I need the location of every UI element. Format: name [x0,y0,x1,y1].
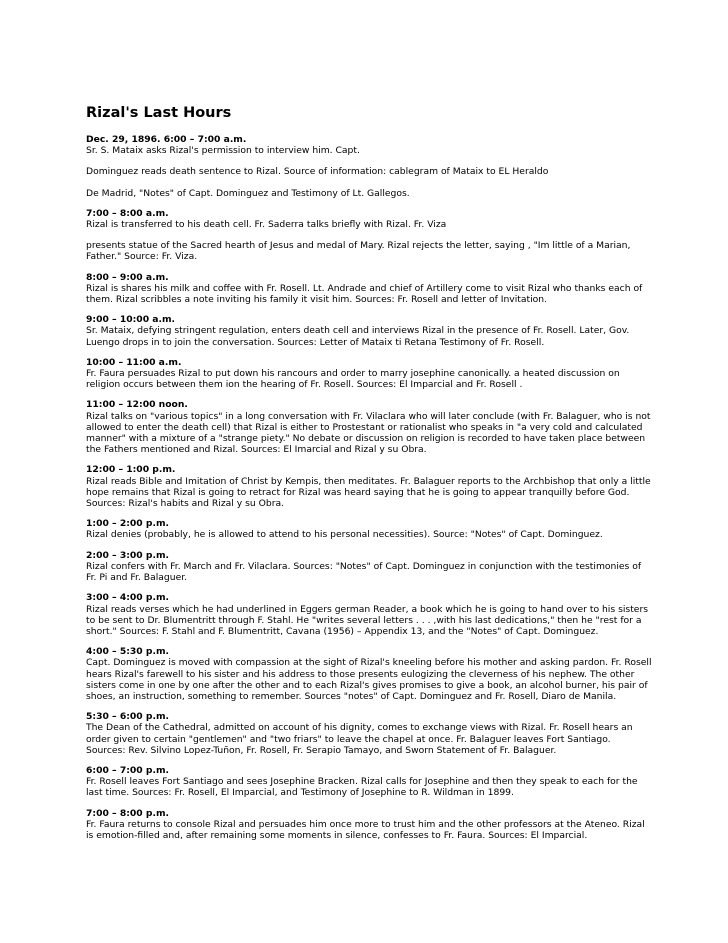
entry-text-line: Rizal confers with Fr. March and Fr. Vilaclara. Sources: "Notes" of Capt. Dominguez in conjunction with the testimonies of [86,560,642,572]
entry-text-line: presents statue of the Sacred hearth of Jesus and medal of Mary. Rizal rejects the letter, saying , "Im little of a Marian, [86,240,631,252]
entry-text-line: short." Sources: F. Stahl and F. Blumentritt, Cavana (1956) – Appendix 13, and the "Notes" of Capt. Dominguez. [86,625,599,637]
entry-text-line: Luengo drops in to join the conversation. Sources: Letter of Mataix ti Retana Testimony of Fr. Rosell. [86,336,545,348]
entry-time-heading: 2:00 – 3:00 p.m. [86,549,170,561]
entry-time-heading: 7:00 – 8:00 a.m. [86,207,169,219]
time-entry [86,550,646,584]
entry-text-line: Sources: Rev. Silvino Lopez-Tuñon, Fr. Rosell, Fr. Serapio Tamayo, and Sworn Statement of Fr. Balaguer. [86,744,557,756]
time-entry [86,134,646,199]
time-entry [86,357,646,391]
entry-text-line: Fr. Pi and Fr. Balaguer. [86,572,188,584]
entry-text-line: shoes, an instruction, something to remember. Sources "notes" of Capt. Dominguez and Fr. Rosell, Diaro de Manila. [86,690,617,702]
entry-text-line: Rizal is shares his milk and coffee with Fr. Rosell. Lt. Andrade and chief of Artillery come to visit Rizal who thanks each of [86,282,643,294]
time-entry [86,765,646,799]
entry-text-line: sisters come in one by one after the other and to each Rizal's gives promises to give a book, an alcohol burner, his pair of [86,679,648,691]
time-entry [86,518,646,540]
entry-time-heading: 7:00 – 8:00 p.m. [86,807,170,819]
entry-time-heading: 10:00 – 11:00 a.m. [86,356,182,368]
entry-text-line: allowed to enter the death cell) that Rizal is either to Prostestant or rationalist who speaks in "a very cold and calculated [86,421,643,433]
paragraph-gap [86,230,646,240]
entry-text-line: Father." Source: Fr. Viza. [86,251,198,263]
entry-text-line: Rizal reads verses which he had underlined in Eggers german Reader, a book which he is going to hand over to his sisters [86,603,649,615]
entry-text-line: religion occurs between them ion the hearing of Fr. Rosell. Sources: El Imparcial and Fr. Rosell . [86,379,523,391]
entry-text-line: is emotion-filled and, after remaining some moments in silence, confesses to Fr. Faura. Sources: El Imparcial. [86,829,588,841]
entry-time-heading: 9:00 – 10:00 a.m. [86,314,176,326]
entry-time-heading: 5:30 – 6:00 p.m. [86,711,170,723]
time-entry [86,808,646,842]
time-entry [86,464,651,510]
entry-time-heading: 3:00 – 4:00 p.m. [86,592,170,604]
entry-time-heading: 8:00 – 9:00 a.m. [86,271,169,283]
time-entry [86,711,646,756]
entry-time-heading: 1:00 – 2:00 p.m. [86,518,170,530]
entry-text-line: Fr. Faura persuades Rizal to put down his rancours and order to marry josephine canonically. a heated discussion on [86,368,620,380]
entry-text-line: them. Rizal scribbles a note inviting his family it visit him. Sources: Fr. Rosell and letter of Invitation. [86,294,548,306]
time-entry [86,399,651,456]
entry-time-heading: 6:00 – 7:00 p.m. [86,764,170,776]
paragraph-gap [86,178,646,188]
time-entry [86,272,646,306]
entry-text-line: Sr. Mataix, defying stringent regulation, enters death cell and interviews Rizal in the presence of Fr. Rosell. Later, Gov. [86,325,630,337]
paragraph-gap [86,156,646,166]
entry-text-line: Rizal is transferred to his death cell. Fr. Saderra talks briefly with Rizal. Fr. Viza [86,219,447,231]
entry-time-heading: 12:00 – 1:00 p.m. [86,464,176,476]
entry-text-line: to be sent to Dr. Blumentritt through F. Stahl. He "writes several letters . . . ,with his last dedications," then he "rest for a [86,614,642,626]
entry-text-line: the Fathers mentioned and Rizal. Sources: El Imarcial and Rizal y su Obra. [86,444,427,456]
entry-text-line: Fr. Rosell leaves Fort Santiago and sees Josephine Bracken. Rizal calls for Josephine and then they speak to each for the [86,776,638,788]
entry-text-line: last time. Sources: Fr. Rosell, El Imparcial, and Testimony of Josephine to R. Wildman in 1899. [86,787,514,799]
entry-text-line: manner" with a mixture of a "strange piety." No debate or discussion on religion is recorded to have taken place between [86,433,646,445]
document-page [86,104,652,850]
time-entry [86,314,646,348]
entry-text-line: Fr. Faura returns to console Rizal and persuades him once more to trust him and the other professors at the Ateneo. Rizal [86,818,645,830]
entry-text-line: hope remains that Rizal is going to retract for Rizal was heard saying that he is going to appear tranquilly before God. [86,486,630,498]
time-entry [86,646,652,702]
entry-text-line: Rizal denies (probably, he is allowed to attend to his personal necessities). Source: "Notes" of Capt. Dominguez. [86,529,603,541]
entry-text-line: Rizal talks on "various topics" in a long conversation with Fr. Vilaclara who will later conclude (with Fr. Balaguer, who is not [86,410,651,422]
entry-text-line: hears Rizal's farewell to his sister and his address to those presents eulogizing the cleverness of his nephew. The other [86,668,635,680]
entry-text-line: order given to certain "gentlemen" and "two friars" to leave the chapel at once. Fr. Balaguer leaves Fort Santiago. [86,733,611,745]
entry-time-heading: 11:00 – 12:00 noon. [86,399,188,411]
time-entry [86,592,649,637]
entries-list [86,134,652,841]
entry-time-heading: 4:00 – 5:30 p.m. [86,646,170,658]
entry-text-line: Sources: Rizal's habits and Rizal y su Obra. [86,498,285,510]
time-entry [86,208,646,263]
entry-text-line: De Madrid, "Notes" of Capt. Dominguez and Testimony of Lt. Gallegos. [86,187,410,199]
entry-text-line: Dominguez reads death sentence to Rizal. Source of information: cablegram of Mataix to EL Heraldo [86,166,549,178]
entry-text-line: Capt. Dominguez is moved with compassion at the sight of Rizal's kneeling before his mother and asking pardon. Fr. Rosell [86,657,652,669]
document-title: Rizal's Last Hours [86,105,232,121]
entry-text-line: Rizal reads Bible and Imitation of Christ by Kempis, then meditates. Fr. Balaguer reports to the Archbishop that only a little [86,475,651,487]
entry-text-line: Sr. S. Mataix asks Rizal's permission to interview him. Capt. [86,145,360,157]
entry-time-heading: Dec. 29, 1896. 6:00 – 7:00 a.m. [86,134,247,145]
entry-text-line: The Dean of the Cathedral, admitted on account of his dignity, comes to exchange views with Rizal. Fr. Rosell hears an [86,722,633,734]
